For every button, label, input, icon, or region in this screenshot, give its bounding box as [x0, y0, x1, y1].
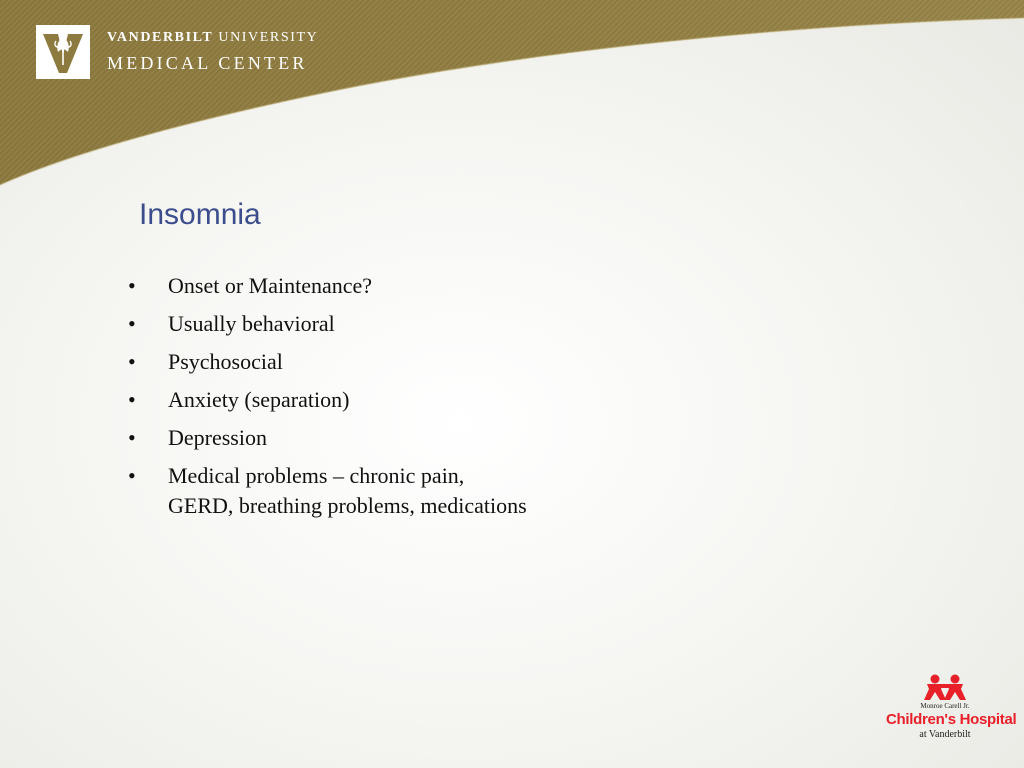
- bullet-marker: •: [128, 387, 136, 412]
- bullet-item: [128, 271, 528, 301]
- bullet-marker: •: [128, 273, 136, 298]
- bullet-text: Depression: [168, 425, 267, 450]
- brand-line1-rest: UNIVERSITY: [218, 30, 319, 45]
- bullet-item: [128, 423, 528, 453]
- slide-title: Insomnia: [139, 198, 261, 231]
- logo-small-text: Monroe Carell Jr.: [920, 702, 970, 710]
- logo-brand-text: Children's Hospital: [886, 711, 1017, 728]
- bullet-marker: •: [128, 311, 136, 336]
- bullet-marker: •: [128, 425, 136, 450]
- bullet-item: [128, 347, 528, 377]
- bullet-text: Anxiety (separation): [168, 387, 350, 412]
- logo-sub-text: at Vanderbilt: [919, 729, 971, 740]
- vanderbilt-logo: [36, 25, 90, 79]
- bullet-list: [128, 271, 528, 529]
- bullet-marker: •: [128, 349, 136, 374]
- bullet-text: Medical problems – chronic pain, GERD, breathing problems, medications: [168, 463, 527, 518]
- brand-line2: MEDICAL CENTER: [107, 53, 308, 73]
- bullet-item: [128, 461, 528, 521]
- brand-line1-bold: VANDERBILT: [107, 30, 214, 45]
- bullet-item: [128, 385, 528, 415]
- bullet-text: Psychosocial: [168, 349, 283, 374]
- bullet-text: Onset or Maintenance?: [168, 273, 373, 298]
- bullet-marker: •: [128, 463, 136, 488]
- bullet-item: [128, 309, 528, 339]
- bullet-text: Usually behavioral: [168, 311, 335, 336]
- vanderbilt-v-oak-leaf-icon: [36, 25, 90, 79]
- paper-doll-children-icon: [886, 672, 1004, 702]
- childrens-hospital-logo: [886, 672, 1017, 748]
- brand-wordmark: [107, 30, 318, 73]
- brand-line1: [107, 30, 318, 46]
